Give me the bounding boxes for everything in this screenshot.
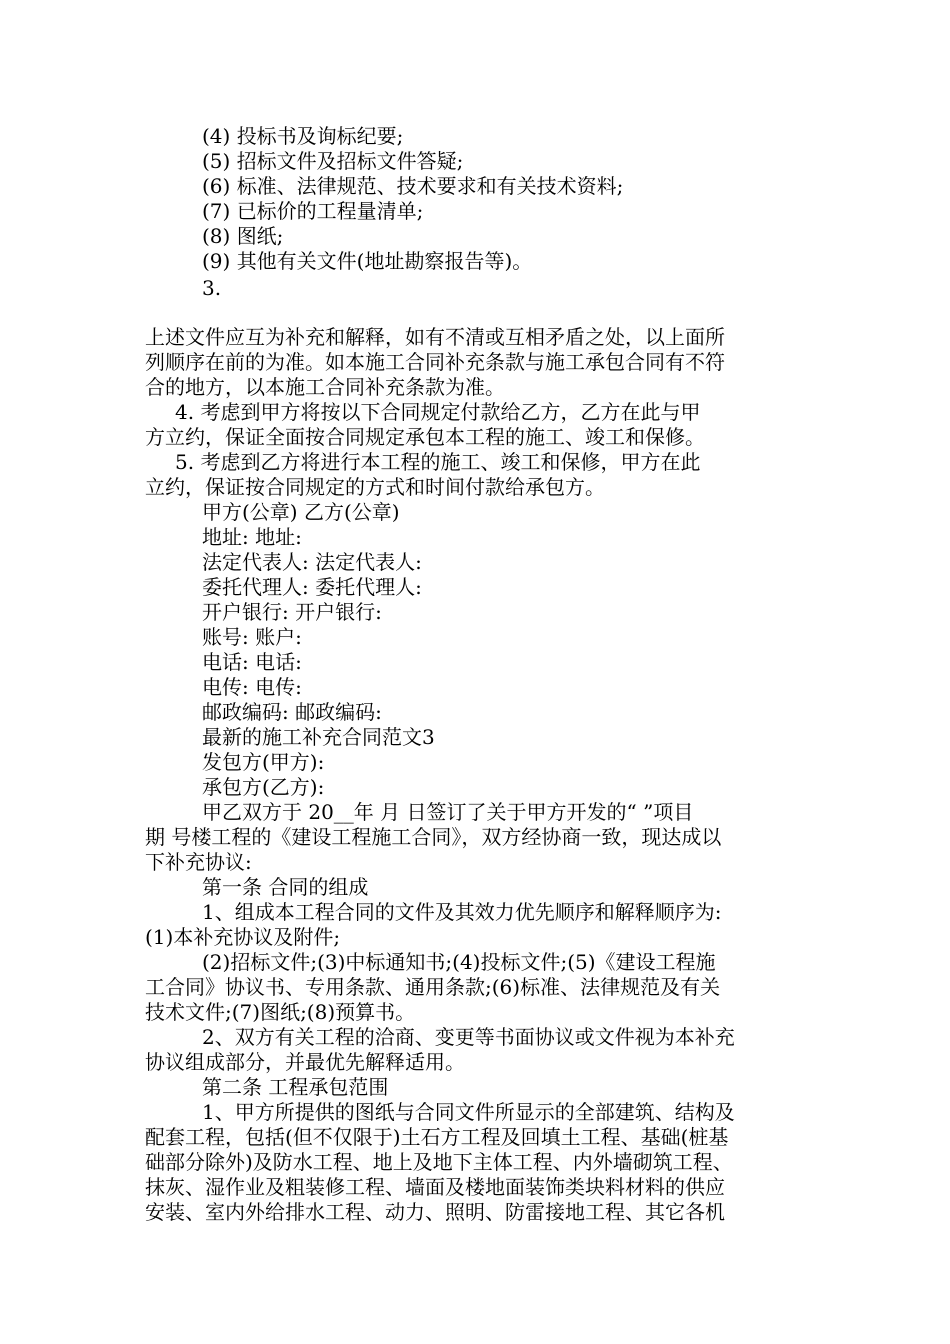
party-b-label: 承包方(乙方): [202, 775, 325, 799]
list-item: (5) 招标文件及招标文件答疑; [202, 149, 464, 173]
paragraph-line: 2、双方有关工程的洽商、变更等书面协议或文件视为本补充 [202, 1025, 735, 1049]
paragraph-line: 下补充协议: [145, 850, 252, 874]
paragraph-line: (1)本补充协议及附件; [145, 925, 341, 949]
paragraph-line: 4. 考虑到甲方将按以下合同规定付款给乙方，乙方在此与甲 [175, 400, 701, 424]
signature-line: 委托代理人: 委托代理人: [202, 575, 422, 599]
paragraph-line: 合的地方，以本施工合同补充条款为准。 [145, 375, 505, 399]
signature-line: 开户银行: 开户银行: [202, 600, 382, 624]
paragraph-line: 协议组成部分，并最优先解释适用。 [145, 1050, 465, 1074]
paragraph-line: 1、组成本工程合同的文件及其效力优先顺序和解释顺序为: [202, 900, 722, 924]
item-3-number: 3. [202, 276, 222, 300]
signature-line: 账号: 账户: [202, 625, 302, 649]
paragraph-line: 立约，保证按合同规定的方式和时间付款给承包方。 [145, 475, 605, 499]
list-item: (6) 标准、法律规范、技术要求和有关技术资料; [202, 174, 624, 198]
paragraph-line: 方立约，保证全面按合同规定承包本工程的施工、竣工和保修。 [145, 425, 705, 449]
signature-line: 地址: 地址: [202, 525, 302, 549]
paragraph-line: 5. 考虑到乙方将进行本工程的施工、竣工和保修，甲方在此 [175, 450, 701, 474]
list-item: (7) 已标价的工程量清单; [202, 199, 424, 223]
paragraph-line: 列顺序在前的为准。如本施工合同补充条款与施工承包合同有不符 [145, 350, 725, 374]
signature-line: 甲方(公章) 乙方(公章) [202, 500, 400, 524]
paragraph-line: 上述文件应互为补充和解释，如有不清或互相矛盾之处，以上面所 [145, 325, 725, 349]
sample-title: 最新的施工补充合同范文3 [202, 725, 435, 749]
paragraph-line: 1、甲方所提供的图纸与合同文件所显示的全部建筑、结构及 [202, 1100, 735, 1124]
list-item: (4) 投标书及询标纪要; [202, 124, 404, 148]
list-item: (8) 图纸; [202, 224, 284, 248]
article-title: 第一条 合同的组成 [202, 875, 369, 899]
signature-line: 电传: 电传: [202, 675, 302, 699]
article-title: 第二条 工程承包范围 [202, 1075, 389, 1099]
paragraph-line: 安装、室内外给排水工程、动力、照明、防雷接地工程、其它各机 [145, 1200, 725, 1224]
signature-line: 法定代表人: 法定代表人: [202, 550, 422, 574]
paragraph-line: 甲乙双方于 20__年 月 日签订了关于甲方开发的“ ”项目 [202, 800, 694, 824]
paragraph-line: 工合同》协议书、专用条款、通用条款;(6)标准、法律规范及有关 [145, 975, 721, 999]
paragraph-line: 配套工程，包括(但不仅限于)土石方工程及回填土工程、基础(桩基 [145, 1125, 729, 1149]
signature-line: 电话: 电话: [202, 650, 302, 674]
paragraph-line: 技术文件;(7)图纸;(8)预算书。 [145, 1000, 416, 1024]
signature-line: 邮政编码: 邮政编码: [202, 700, 382, 724]
paragraph-line: 抹灰、湿作业及粗装修工程、墙面及楼地面装饰类块料材料的供应 [145, 1175, 725, 1199]
paragraph-line: 期 号楼工程的《建设工程施工合同》，双方经协商一致，现达成以 [145, 825, 722, 849]
paragraph-line: (2)招标文件;(3)中标通知书;(4)投标文件;(5)《建设工程施 [202, 950, 716, 974]
list-item: (9) 其他有关文件(地址勘察报告等)。 [202, 249, 533, 273]
paragraph-line: 础部分除外)及防水工程、地上及地下主体工程、内外墙砌筑工程、 [145, 1150, 733, 1174]
party-a-label: 发包方(甲方): [202, 750, 325, 774]
